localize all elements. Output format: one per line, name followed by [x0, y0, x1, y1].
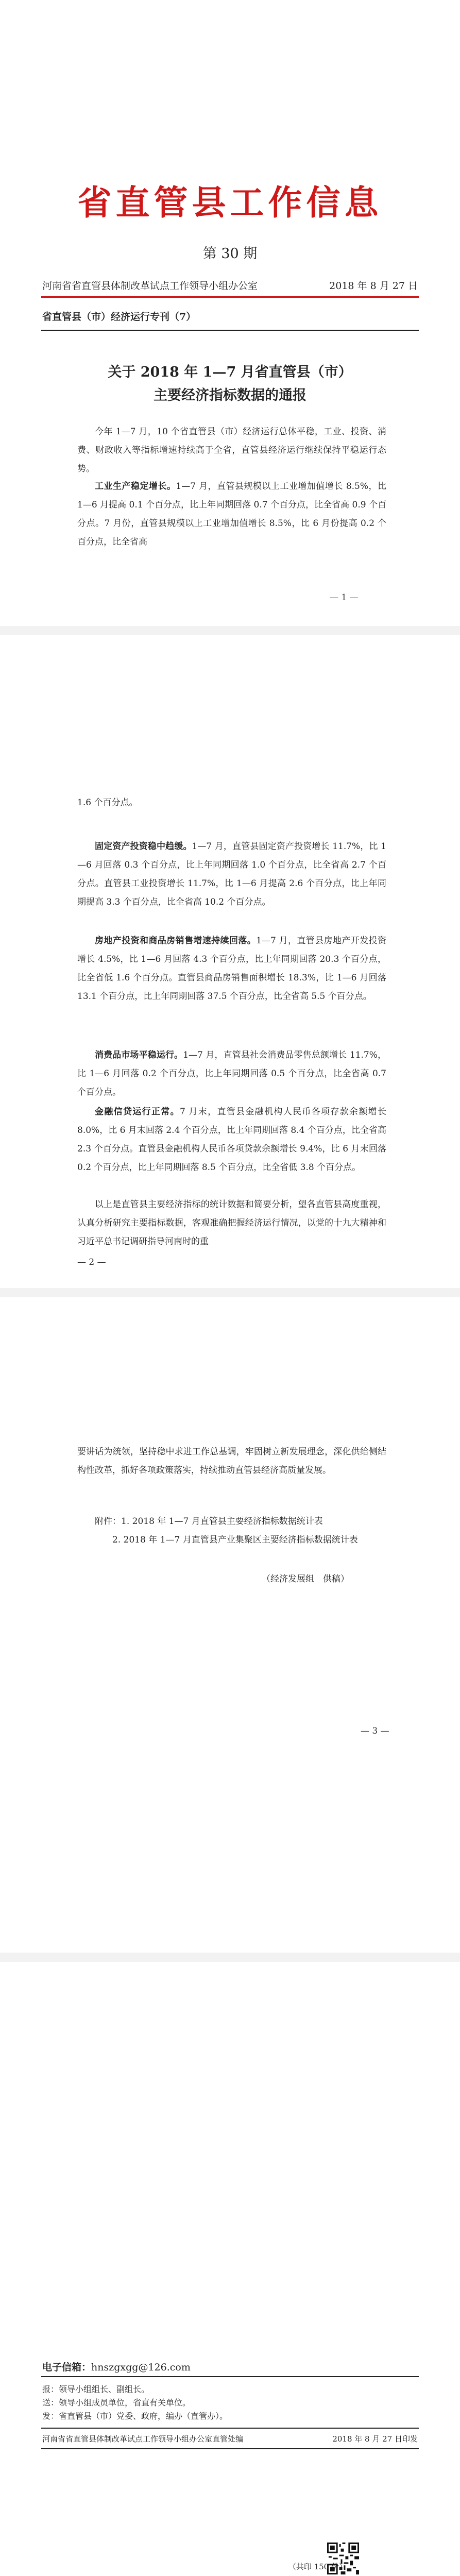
investment-text: 1—7 月，直管县固定资产投资增长 11.7%，比 1—6 月回落 0.3 个百分点，比上年同期回落 1.0 个百分点，比全省高 2.7 个百分点。直管县工业投资增长 11.7%，比 1—6 月提高 2.6 个百分点，比上年同期提高 3.3 个百分点，比全省高 10.2 个百分点。 [77, 841, 386, 907]
attachment-1: 1. 2018 年 1—7 月直管县主要经济指标数据统计表 [121, 1516, 323, 1527]
realestate-paragraph [77, 931, 386, 1006]
page-number-1: — 1 — [330, 592, 359, 603]
attachment-label: 附件： [95, 1516, 121, 1527]
print-date: 2018 年 8 月 27 日印发 [332, 2434, 418, 2444]
conclusion-paragraph [77, 1195, 386, 1251]
attachment-2: 2. 2018 年 1—7 月直管县产业集聚区主要经济指标数据统计表 [112, 1535, 358, 1545]
masthead-red-rule [41, 296, 419, 298]
email-line [42, 2360, 191, 2374]
intro-paragraph [77, 422, 386, 478]
attachments [77, 1512, 386, 1549]
footer-rule-bottom [41, 2448, 419, 2449]
finance-heading: 金融信贷运行正常。 [95, 1107, 180, 1117]
attachment-1-row [77, 1512, 386, 1531]
page-number-2: — 2 — [77, 1257, 106, 1267]
copies-count: （共印 150 份） [288, 2562, 347, 2571]
realestate-heading: 房地产投资和商品房销售增速持续回落。 [95, 936, 257, 946]
realestate-text: 1—7 月，直管县房地产开发投资增长 4.5%，比 1—6 月回落 4.3 个百分点，比上年同期回落 20.3 个百分点，比全省低 1.6 个百分点。直管县商品房销售面积增长 18.3%，比 1—6 月回落 13.1 个百分点，比上年同期回落 37.5 个百分点，比全省高 5.5 个百分点。 [77, 936, 386, 1002]
investment-paragraph [77, 837, 386, 911]
industry-text-cont: 1.6 个百分点。 [77, 798, 138, 808]
email-address: hnszgxgg@126.com [91, 2362, 191, 2373]
industry-paragraph [77, 477, 386, 551]
signature: （经济发展组 供稿） [262, 1574, 349, 1584]
intro-text: 今年 1—7 月，10 个省直管县（市）经济运行总体平稳，工业、投资、消费、财政收入等指标增速持续高于全省，直管县经济运行继续保持平稳运行态势。 [77, 427, 386, 474]
distribution-report: 报：领导小组组长、副组长。 [42, 2384, 150, 2394]
email-label: 电子信箱： [42, 2362, 92, 2373]
issuer: 河南省省直管县体制改革试点工作领导小组办公室 [42, 280, 258, 292]
footer-rule-mid [41, 2428, 419, 2429]
article-title-line-2: 主要经济指标数据的通报 [154, 387, 306, 403]
page-separator [0, 1288, 460, 1297]
series-name: 省直管县（市）经济运行专刊（7） [42, 311, 196, 323]
industry-paragraph-cont [77, 793, 386, 812]
article-title-line-1: 关于 2018 年 1—7 月省直管县（市） [108, 364, 352, 380]
conclusion-text-cont: 要讲话为统领，坚持稳中求进工作总基调，牢固树立新发展理念，深化供给侧结构性改革，抓好各项政策落实，持续推动直管县经济高质量发展。 [77, 1447, 386, 1476]
issue-number: 第 30 期 [202, 246, 258, 262]
industry-heading: 工业生产稳定增长。 [95, 481, 176, 492]
finance-paragraph [77, 1103, 386, 1177]
conclusion-text: 以上是直管县主要经济指标的统计数据和简要分析，望各直管县高度重视，认真分析研究主要指标数据，客观准确把握经济运行情况，以党的十九大精神和习近平总书记调研指导河南时的重 [77, 1199, 386, 1247]
masthead-title: 省直管县工作信息 [77, 183, 383, 223]
footer-rule-top [41, 2376, 419, 2377]
page-separator [0, 1953, 460, 1962]
consumption-paragraph [77, 1046, 386, 1101]
conclusion-paragraph-cont [77, 1443, 386, 1480]
distribution-send: 送：领导小组成员单位，省直有关单位。 [42, 2398, 191, 2408]
series-rule [41, 330, 419, 331]
investment-heading: 固定资产投资稳中趋缓。 [95, 841, 192, 852]
consumption-text: 1—7 月，直管县社会消费品零售总额增长 11.7%，比 1—6 月回落 0.2 个百分点，比上年同期回落 0.5 个百分点，比全省高 0.7 个百分点。 [77, 1050, 387, 1097]
industry-text: 1—7 月，直管县规模以上工业增加值增长 8.5%，比 1—6 月提高 0.1 个百分点，比上年同期回落 0.7 个百分点，比全省高 0.9 个百分点。7 月份，直管县规模以上工业增加值增长 8.5%，比 6 月份提高 0.2 个百分点，比全省高 [77, 481, 386, 547]
page-separator [0, 626, 460, 635]
issue-date: 2018 年 8 月 27 日 [329, 280, 418, 292]
distribution-issue: 发：省直管县（市）党委、政府，编办（直管办）。 [42, 2411, 228, 2421]
print-organization: 河南省省直管县体制改革试点工作领导小组办公室直管处编 [42, 2434, 244, 2444]
consumption-heading: 消费品市场平稳运行。 [95, 1050, 183, 1060]
finance-text: 7 月末，直管县金融机构人民币各项存款余额增长 8.0%，比 6 月末回落 2.4 个百分点，比上年同期回落 8.4 个百分点，比全省高 2.3 个百分点。直管县金融机构人民币各项贷款余额增长 9.4%，比 6 月末回落 0.2 个百分点，比上年同期回落 8.5 个百分点，比全省低 3.8 个百分点。 [77, 1107, 387, 1173]
page-number-3: — 3 — [361, 1726, 389, 1736]
distribution-list [42, 2383, 420, 2423]
